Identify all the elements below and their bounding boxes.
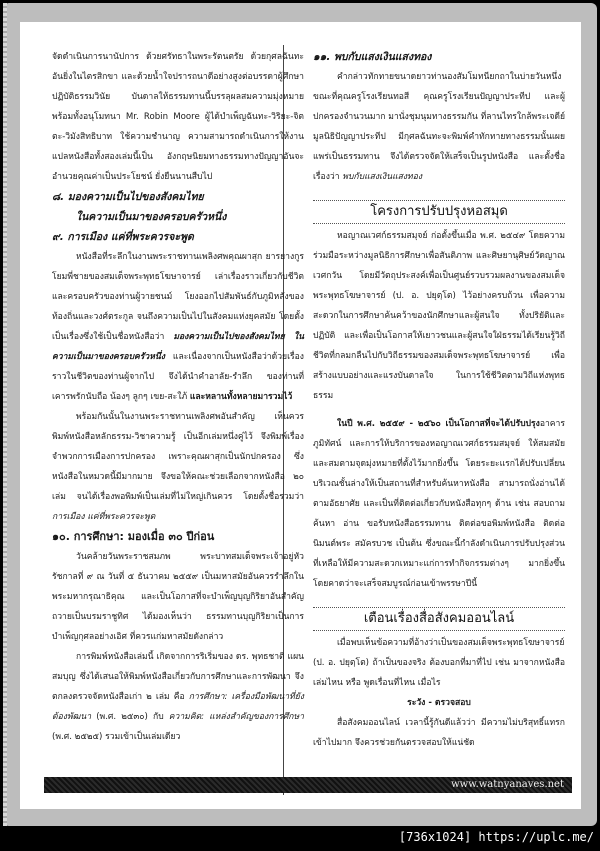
item11-paragraph <box>313 67 565 187</box>
library-paragraph2 <box>313 414 565 594</box>
item10-book-title1: การศึกษา: เครื่องมือพัฒนาที่ยังต้องพัฒนา <box>52 692 304 722</box>
item11-text: คำกล่าวทักทายขนาดยาวท่านองสัมโมทนียกถาในบ่ายวันหนึ่ง ขณะที่คุณครูโรงเรียนทอสี คุณครูโรงเรียนปัญญาประทีป และผู้ปกครองจำนวนมาก มานั่งชุมนุมทางธรรมกัน ที่ลานไทรใกล้พระเจดีย์ มูลนิธิปัญญาประทีป มีกุศลฉันทะจะพิมพ์คำทักทายทางธรรมนั้นเผยแพร่เป็นธรรมทาน จึงได้ตรวจจัดให้เสร็จเป็นรูปหนังสือ และตั้งชื่อเรื่องว่า <box>313 72 565 182</box>
library-year-lead: ในปี พ.ศ. ๒๕๕๙ - ๒๕๖๐ เป็นโอกาสที่จะได้ปรับปรุง <box>337 419 540 429</box>
item11-book-title: พบกับแสงเงินแสงทอง <box>342 172 423 182</box>
item8-heading-line1: ๘. มองความเป็นไปของสังคมไทย <box>52 191 204 203</box>
website-link[interactable]: www.watnyanaves.net <box>451 779 564 790</box>
item9-collection-title: การเมือง แค่ที่พระควรจะพูด <box>52 512 156 522</box>
image-host-watermark: [736x1024] https://uplc.me/ <box>398 830 594 844</box>
warning-label: ระวัง - ตรวจสอบ <box>407 698 471 708</box>
library-section-title: โครงการปรับปรุงหอสมุด <box>313 200 565 224</box>
item10-paragraph2 <box>52 647 304 747</box>
item10-paragraph1: วันคล้ายวันพระราชสมภพ พระบาทสมเด็จพระเจ้าอยู่หัว รัชกาลที่ ๙ ณ วันที่ ๕ ธันวาคม ๒๕๕๙ เป็นมหาสมัยอันควรรำลึกในพระมหากรุณาธิคุณ และเป็นโอกาสที่จะบำเพ็ญบุญกิริยาอันสำคัญ ถวายเป็นบรมราชูทิศ ได้มองเห็นว่า ธรรมทานบุญกิริยาเป็นการบำเพ็ญกุศลอย่างเอิศ ที่ควรแก่มหาสมัยดังกล่าว <box>52 552 304 642</box>
item9-text-c: พร้อมกันนั้นในงานพระราชทานเพลิงศพอันสำคัญ เห็นควรพิมพ์หนังสือหลักธรรม-วิชาความรู้ เป็นอีกเล่มหนึ่งคู่ไว้ จึงพิมพ์เรื่องจำพวกการเมืองการปกครอง เพราะคุณผาสุกเป็นนักปกครอง ซึ่งหนังสือในหมวดนี้มีมากมาย จึงขอให้คณะช่วยเลือกจากหนังสือ ๒๐ เล่ม จนได้เรื่องพอพิมพ์เป็นเล่มที่ไม่ใหญ่เกินควร โดยตั้งชื่อรวมว่า <box>52 412 304 502</box>
item11-heading: ๑๑. พบกับแสงเงินแสงทอง <box>313 51 432 63</box>
social-media-section-title: เตือนเรื่องสื่อสังคมออนไลน์ <box>313 607 565 631</box>
library-text: อาคาร ภูมิทัศน์ และการให้บริการของหอญาณเวศก์ธรรมสมุจย์ ให้สมสมัยและสมตามจุดมุ่งหมายที่ตั้งไว้มากยิ่งขึ้น โดยระยะแรกได้ปรับเปลี่ยนบริเวณชั้นล่างให้เป็นสถานที่สำหรับค้นหาหนังสือ สามารถนั่งอ่านได้ตามอัธยาศัย และเป็นที่ติดต่อเกี่ยวกับหนังสือทุกๆ ด้าน เช่น สอบถาม ค้นหา อ่าน ขอรับหนังสือธรรมทาน ติดต่อขอพิมพ์หนังสือ ติดต่อนิมนต์พระ สมัครบวช เป็นต้น ซึ่งขณะนี้กำลังดำเนินการปรับปรุงส่วนที่เหลือให้มีความสะดวกเหมาะแก่การทำกิจกรรมต่างๆ มากยิ่งขึ้น โดยคาดว่าจะเสร็จสมบูรณ์ก่อนเข้าพรรษาปีนี้ <box>313 419 565 589</box>
item9-paragraph1 <box>52 247 304 407</box>
item9-paragraph2 <box>52 407 304 527</box>
left-column <box>52 47 304 747</box>
item10-book-title2: ความคิด: แหล่งสำคัญของการศึกษา <box>168 712 304 722</box>
item10-text-c: (พ.ศ. ๒๕๒๕) รวมเข้าเป็นเล่มเดียว <box>52 732 181 742</box>
item9-book-title: มองความเป็นไปของสังคมไทย ในความเป็นมาของครอบครัวหนึ่ง <box>52 332 304 362</box>
item10-text-b: (พ.ศ. ๒๕๓๐) กับ <box>91 712 169 722</box>
social-paragraph2: สื่อสังคมออนไลน์ เวลานี้รู้กันดีแล้วว่า มีความไม่บริสุทธิ์แทรกเข้าไปมาก จึงควรช่วยกันตรวจสอบให้แน่ชัด <box>313 718 565 748</box>
footer-bar <box>44 777 572 793</box>
scan-frame-edge <box>3 3 7 826</box>
item9-text-a: หนังสือที่ระลึกในงานพระราชทานเพลิงศพคุณผาสุก ยารยางกูรโยมพี่ชายของสมเด็จพระพุทธโฆษาจารย์ เล่าเรื่องราวเกี่ยวกับชีวิตและครอบครัวของท่านผู้วายชนม์ โยงออกไปสัมพันธ์กับภูมิหลังของท้องถิ่นและวงศ์ตระกูล จนถึงความเป็นไปในสังคมแห่งยุคสมัย โดยตั้งเป็นเรื่องซึ่งใช้เป็นชื่อหนังสือว่า <box>52 252 304 342</box>
item8-heading-line2: ในความเป็นมาของครอบครัวหนึ่ง <box>76 211 227 223</box>
item8-heading <box>52 187 304 227</box>
library-paragraph1: หอญาณเวศก์ธรรมสมุจย์ ก่อตั้งขึ้นเมื่อ พ.ศ. ๒๕๔๙ โดยความร่วมมือระหว่างมูลนิธิการศึกษาเพื่อสันติภาพ และศิษยานุศิษย์วัดญาณเวศกวัน โดยมีวัตถุประสงค์เพื่อเป็นศูนย์รวบรวมผลงานของสมเด็จพระพุทธโฆษาจารย์ (ป. อ. ปยุตฺโต) ไว้อย่างครบถ้วน เพื่อความสะดวกในการศึกษาค้นคว้าของนักศึกษาและผู้สนใจ ทั้งปริยัติและปฏิบัติ และเพื่อเป็นโอกาสให้เยาวชนและผู้สนใจใฝ่ธรรมได้เรียนรู้วิถีชีวิตที่กลมกลืนไปกับวิถีธรรมของสมเด็จพระพุทธโฆษาจารย์ เพื่อสร้างแบบอย่างและแรงบันดาลใจ ในการใช้ชีวิตตามวิถีแห่งพุทธธรรม <box>313 231 565 401</box>
social-paragraph1: เมื่อพบเห็นข้อความที่อ้างว่าเป็นของสมเด็จพระพุทธโฆษาจารย์ (ป. อ. ปยุตฺโต) ถ้าเป็นของจริง ต้องบอกที่มาที่ไป เช่น มาจากหนังสือเล่มไหน หรือ พูดเรื่อนที่ไหน เมื่อไร <box>313 638 565 688</box>
right-column <box>313 47 565 753</box>
intro-paragraph: จัดดำเนินการนานัปการ ด้วยศรัทธาในพระรัตนตรัย ด้วยกุศลฉันทะอันยิ่งในไตรสิกขา และด้วยน้ำใจปรารถนาดีอย่างสูงต่อบรรดาผู้ศึกษาปฏิบัติธรรมวินัย บันดาลให้ธรรมทานนี้บรรลุผลสมความมุ่งหมาย พร้อมทั้งอนุโมทนา Mr. Robin Moore ผู้ได้บำเพ็ญฉันทะ-วิริยะ-จิตตะ-วิมังสิทธิบาท ใช้ความชำนาญ ความสามารถดำเนินการให้งานแปลหนังสือทั้งสองเล่มนี้เป็น อังกฤษนิยมทางธรรมทางปัญญาอันจะอำนวยคุณค่าเป็นประโยชน์ ยั่งยืนนานสืบไป <box>52 52 304 182</box>
item10-heading: ๑๐. การศึกษา: มองเมื่อ ๓๐ ปีก่อน <box>52 530 215 543</box>
item9-text-b: และเนื่องจากเป็นหนังสือว่าด้วยเรื่องราวในชีวิตของท่านผู้จากไป จึงได้นำคำอาลัย-รำลึก ของท่านที่เคารพรักนับถือ น้องๆ ลูกๆ เขย-สะใภ้ <box>52 352 304 402</box>
item9-heading: ๙. การเมือง แค่ที่พระควรจะพูด <box>52 231 194 243</box>
item9-bold-end: และหลานทั้งหลายมารวมไว้ <box>189 392 293 402</box>
item10-text-a: การพิมพ์หนังสือเล่มนี้ เกิดจากการริเริ่มของ ดร. พุทธชาติ แผนสมบุญ ซึ่งได้เสนอให้พิมพ์หนังสือเกี่ยวกับการศึกษาและการพัฒนา จึงตกลงตรวจจัดหนังสือเก่า ๒ เล่ม คือ <box>52 652 304 702</box>
